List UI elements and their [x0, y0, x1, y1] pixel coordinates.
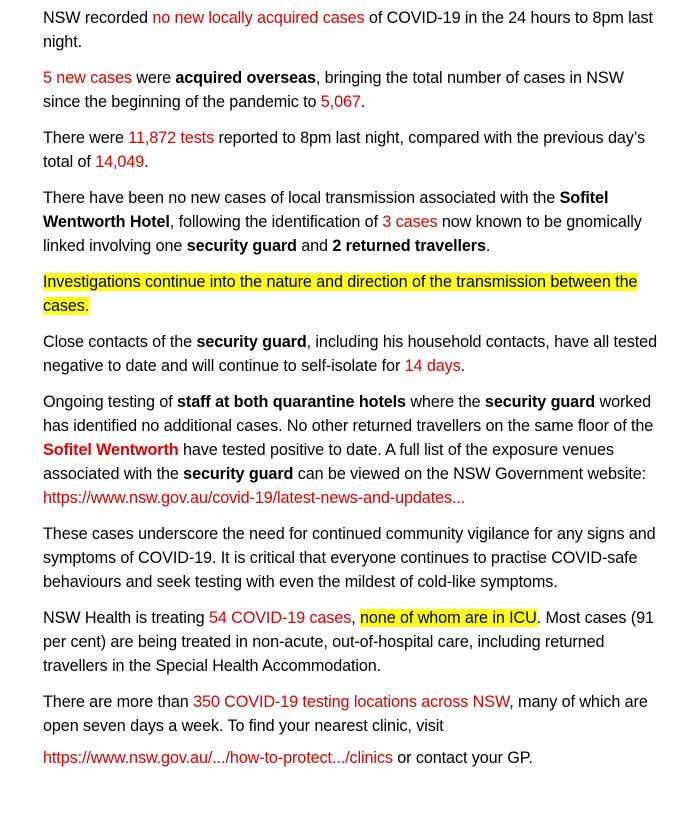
paragraph-ongoing-testing: [43, 390, 659, 510]
text: NSW recorded: [43, 9, 153, 27]
text: , many of which are open seven days a week. To find your nearest clinic, visit: [43, 693, 648, 735]
highlight-red-text: 5 new cases: [43, 69, 132, 87]
bold-text: acquired overseas: [175, 69, 316, 87]
bold-text: security guard: [186, 237, 297, 255]
paragraph-close-contacts: [43, 330, 659, 378]
bold-text: Sofitel Wentworth Hotel: [43, 189, 609, 231]
highlight-red-text: no new locally acquired cases: [152, 9, 365, 27]
text: or contact your GP.: [392, 749, 533, 767]
text: have tested positive to date. A full list of the exposure venues associated with the: [43, 441, 614, 483]
highlight-red-text: 350 COVID-19 testing locations across NSW: [193, 693, 510, 711]
total-cases-value: 5,067: [320, 93, 361, 111]
bold-text: staff at both quarantine hotels: [177, 393, 406, 411]
text: .: [460, 357, 466, 375]
clinics-link[interactable]: https://www.nsw.gov.au/.../how-to-protect.../clinics: [43, 749, 393, 767]
text: now known to be gnomically linked involving one: [43, 213, 642, 255]
highlight-red-text: 3 cases: [382, 213, 438, 231]
text: .: [360, 93, 366, 111]
tests-value: 11,872 tests: [128, 129, 215, 147]
paragraph-vigilance: [43, 522, 659, 594]
bold-text: security guard: [183, 465, 294, 483]
nsw-latest-news-link[interactable]: https://www.nsw.gov.au/covid-19/latest-news-and-updates...: [43, 489, 466, 507]
bold-text: security guard: [484, 393, 596, 411]
text: There are more than: [43, 693, 194, 711]
highlight-red-text: 54 COVID-19 cases: [208, 609, 352, 627]
paragraph-tests: [43, 126, 659, 174]
text: .: [144, 153, 149, 171]
text: These cases underscore the need for continued community vigilance for any signs and symptoms of COVID-19. It is critical that everyone continues to practise COVID-safe behaviours and seek testing with even the mildest of cold-like symptoms.: [43, 525, 656, 591]
text: There have been no new cases of local transmission associated with the: [43, 189, 560, 207]
paragraph-overseas-cases: [43, 66, 659, 114]
text: and: [296, 237, 333, 255]
paragraph-treating: [43, 606, 659, 678]
text: can be viewed on the NSW Government website:: [293, 465, 647, 483]
highlight-red-text: 14 days: [404, 357, 461, 375]
text: . Most cases (91 per cent) are being treated in non-acute, out-of-hospital care, including returned travellers in the Special Health Accommodation.: [43, 609, 654, 675]
text: of COVID-19 in the 24 hours to 8pm last night.: [43, 9, 653, 51]
text: , including his household contacts, have all tested negative to date and will continue to self-isolate for: [43, 333, 657, 375]
bold-text: security guard: [196, 333, 307, 351]
paragraph-clinics-link: [43, 746, 659, 770]
paragraph-local-cases: [43, 6, 659, 54]
highlighted-text: Investigations continue into the nature and direction of the transmission between the cases.: [43, 273, 638, 315]
paragraph-investigations: [43, 270, 659, 318]
text: There were: [43, 129, 129, 147]
paragraph-sofitel: [43, 186, 659, 258]
text: ,: [351, 609, 360, 627]
text: NSW Health is treating: [43, 609, 209, 627]
text: , bringing the total number of cases in NSW since the beginning of the pandemic to: [43, 69, 624, 111]
text: where the: [405, 393, 485, 411]
previous-tests-value: 14,049: [95, 153, 145, 171]
text: reported to 8pm last night, compared with the previous day’s total of: [43, 129, 645, 171]
bold-red-text: Sofitel Wentworth: [43, 441, 179, 459]
text: .: [485, 237, 491, 255]
paragraph-testing-locations: [43, 690, 659, 738]
bold-text: 2 returned travellers: [332, 237, 486, 255]
highlighted-text: none of whom are in ICU: [359, 609, 537, 627]
text: , following the identification of: [169, 213, 383, 231]
text: Close contacts of the: [43, 333, 197, 351]
text: worked has identified no additional cases. No other returned travellers on the same floor of the: [43, 393, 654, 435]
text: Ongoing testing of: [43, 393, 177, 411]
text: were: [131, 69, 176, 87]
